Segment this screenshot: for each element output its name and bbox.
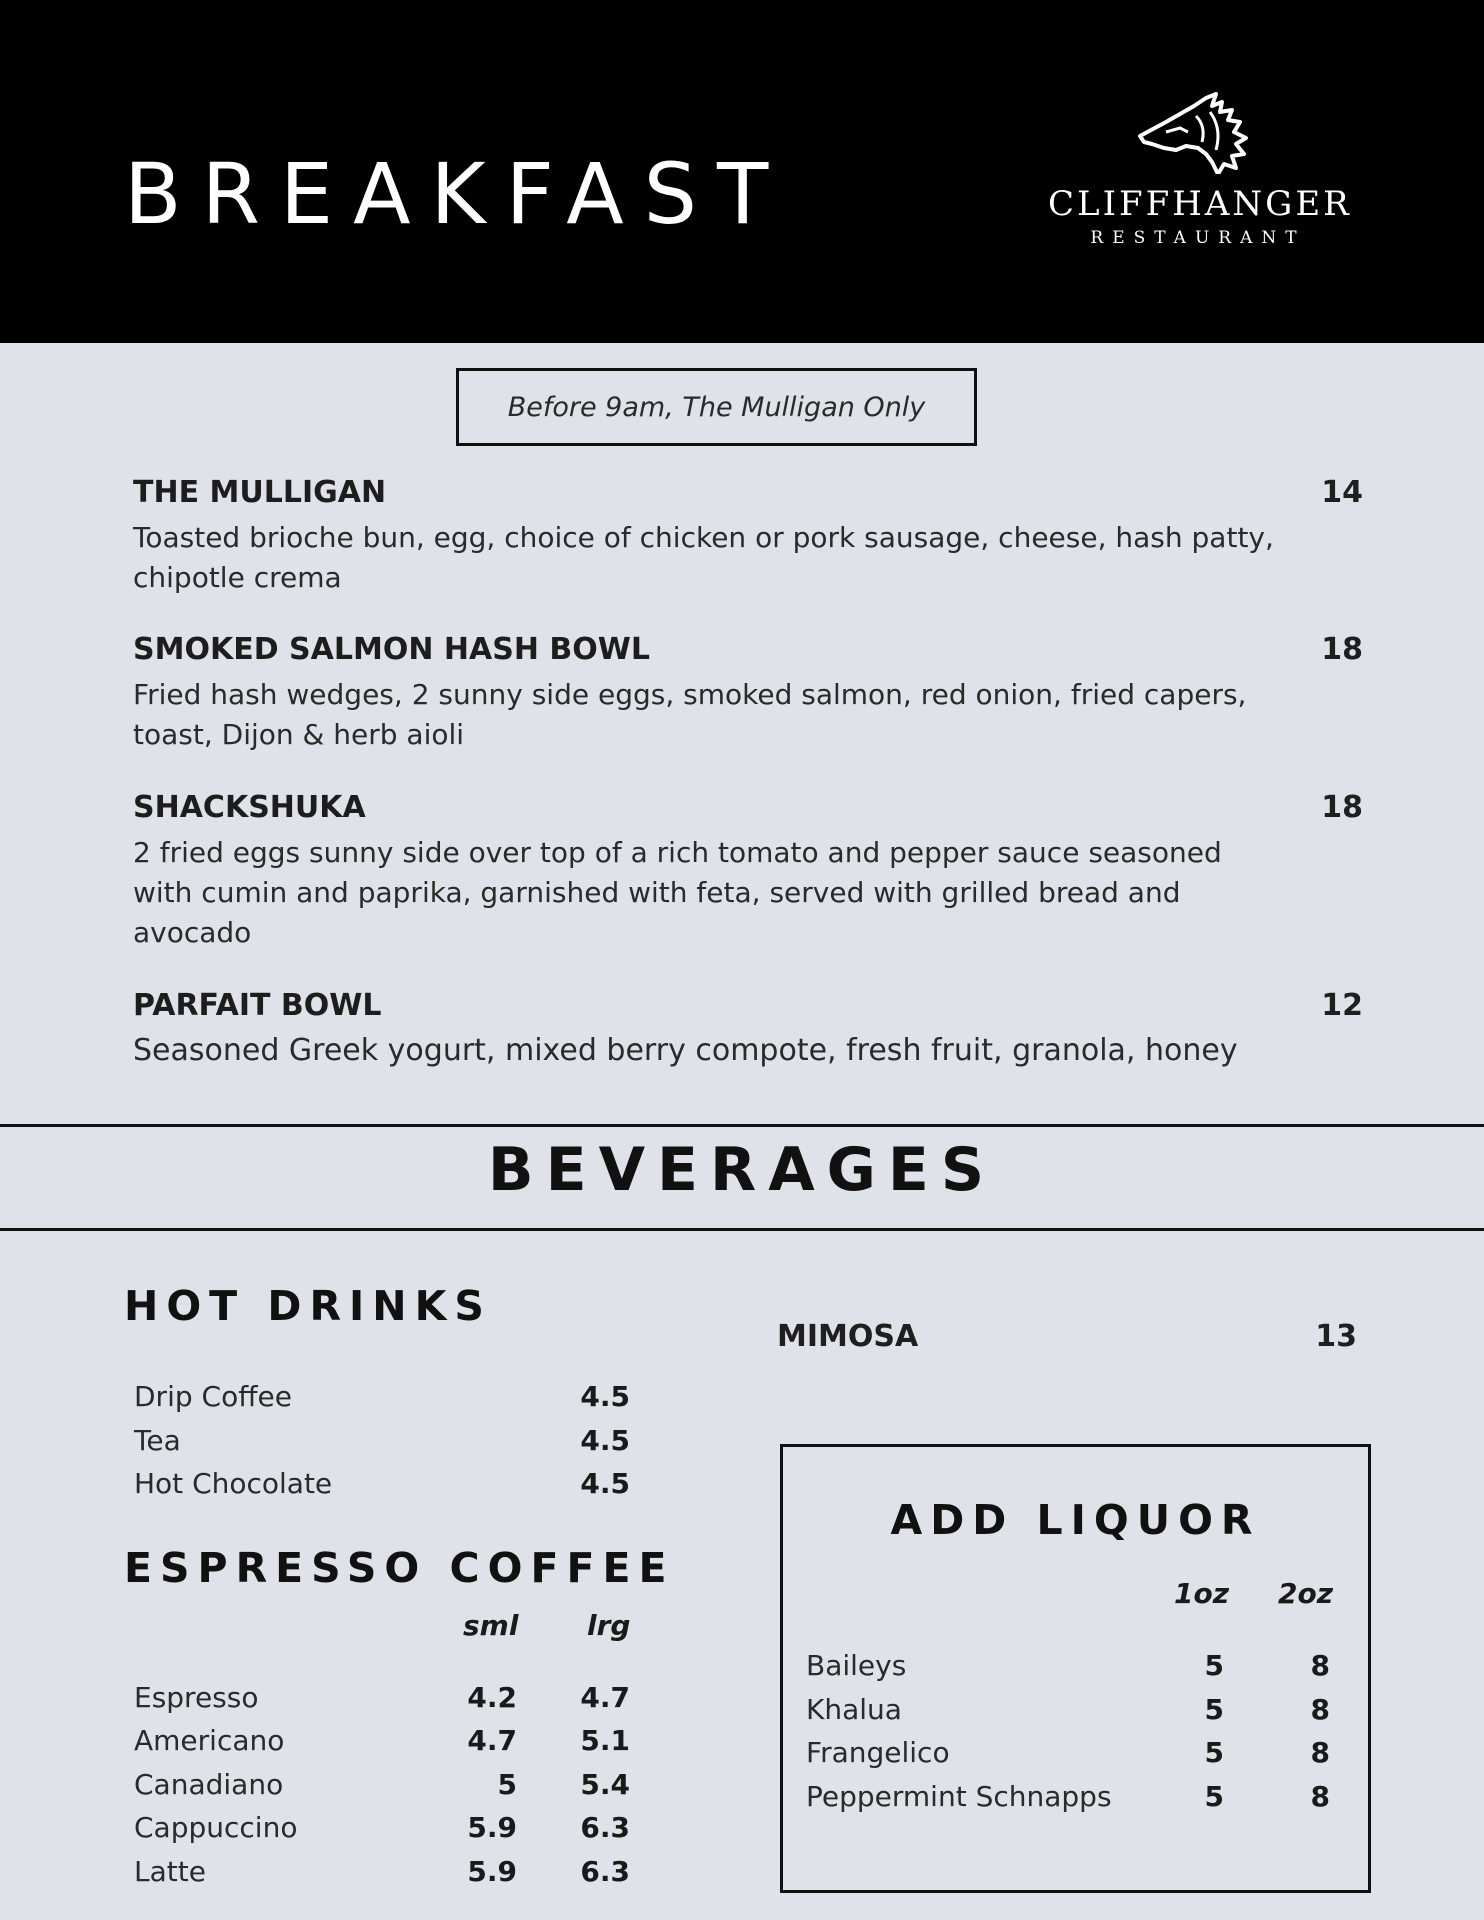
mulligan-note: Before 9am, The Mulligan Only (456, 368, 977, 446)
col-head-1oz: 1oz (1174, 1577, 1230, 1610)
menu-item-name: PARFAIT BOWL (133, 988, 382, 1023)
list-item (134, 1681, 630, 1714)
list-item (806, 1649, 1330, 1682)
hot-drinks-heading: HOT DRINKS (124, 1282, 492, 1330)
list-item (134, 1467, 630, 1500)
drink-name: Canadiano (134, 1768, 284, 1801)
menu-item-price: 18 (1321, 790, 1363, 825)
price-lrg: 6.3 (580, 1855, 630, 1888)
menu-item-price: 12 (1321, 988, 1363, 1023)
drink-price: 4.5 (580, 1380, 630, 1413)
col-head-sml: sml (463, 1609, 519, 1642)
drink-name: Americano (134, 1724, 285, 1757)
drink-name: Latte (134, 1855, 206, 1888)
menu-item-name: THE MULLIGAN (133, 475, 387, 510)
drink-name: Espresso (134, 1681, 259, 1714)
liquor-name: Peppermint Schnapps (806, 1780, 1112, 1813)
logo-name: CLIFFHANGER (1048, 184, 1352, 224)
price-lrg: 4.7 (580, 1681, 630, 1714)
price-2oz: 8 (1310, 1649, 1330, 1682)
mimosa-price: 13 (1315, 1319, 1357, 1354)
price-sml: 5.9 (467, 1855, 517, 1888)
divider-bottom (0, 1228, 1484, 1231)
drink-price: 4.5 (580, 1467, 630, 1500)
menu-item (133, 475, 1363, 598)
menu-item-description: 2 fried eggs sunny side over top of a rich tomato and pepper sauce seasoned with cumin and paprika, garnished with feta, served with grilled bread and avocado (133, 836, 1222, 949)
col-head-lrg: lrg (587, 1609, 631, 1642)
menu-item-description: Fried hash wedges, 2 sunny side eggs, smoked salmon, red onion, fried capers, toast, Dijon & herb aioli (133, 678, 1247, 751)
drink-name: Hot Chocolate (134, 1467, 333, 1500)
drink-name: Tea (134, 1424, 181, 1457)
beverages-title: BEVERAGES (487, 1135, 997, 1205)
price-sml: 4.2 (467, 1681, 517, 1714)
mimosa-name: MIMOSA (777, 1319, 919, 1354)
divider-top (0, 1124, 1484, 1127)
liquor-name: Khalua (806, 1693, 902, 1726)
menu-item-price: 18 (1321, 632, 1363, 667)
list-item (134, 1855, 630, 1888)
menu-item-price: 14 (1321, 475, 1363, 510)
list-item (806, 1780, 1330, 1813)
add-liquor-heading: ADD LIQUOR (890, 1496, 1261, 1544)
price-sml: 5 (497, 1768, 517, 1801)
menu-item-description: Toasted brioche bun, egg, choice of chicken or pork sausage, cheese, hash patty, chipotle crema (133, 521, 1274, 594)
price-2oz: 8 (1310, 1693, 1330, 1726)
menu-item-name: SMOKED SALMON HASH BOWL (133, 632, 650, 667)
menu-item (133, 790, 1363, 953)
list-item (806, 1693, 1330, 1726)
restaurant-logo (1048, 92, 1352, 262)
header-banner (0, 0, 1484, 343)
wolf-head-icon (1136, 92, 1260, 174)
price-1oz: 5 (1204, 1736, 1224, 1769)
price-1oz: 5 (1204, 1780, 1224, 1813)
price-lrg: 5.1 (580, 1724, 630, 1757)
list-item (134, 1380, 630, 1413)
list-item (806, 1736, 1330, 1769)
menu-item-description: Seasoned Greek yogurt, mixed berry compote, fresh fruit, granola, honey (133, 1033, 1238, 1068)
drink-name: Cappuccino (134, 1811, 298, 1844)
mimosa-item (777, 1319, 1357, 1354)
list-item (134, 1424, 630, 1457)
list-item (134, 1811, 630, 1844)
price-sml: 4.7 (467, 1724, 517, 1757)
list-item (134, 1724, 630, 1757)
liquor-name: Frangelico (806, 1736, 950, 1769)
price-2oz: 8 (1310, 1736, 1330, 1769)
liquor-name: Baileys (806, 1649, 907, 1682)
price-lrg: 6.3 (580, 1811, 630, 1844)
logo-subtitle: RESTAURANT (1090, 228, 1306, 248)
menu-item-name: SHACKSHUKA (133, 790, 366, 825)
espresso-heading: ESPRESSO COFFEE (124, 1544, 675, 1592)
page-title: BREAKFAST (124, 145, 789, 243)
price-1oz: 5 (1204, 1649, 1224, 1682)
menu-item (133, 632, 1363, 755)
drink-price: 4.5 (580, 1424, 630, 1457)
price-2oz: 8 (1310, 1780, 1330, 1813)
price-sml: 5.9 (467, 1811, 517, 1844)
list-item (134, 1768, 630, 1801)
col-head-2oz: 2oz (1278, 1577, 1334, 1610)
price-1oz: 5 (1204, 1693, 1224, 1726)
price-lrg: 5.4 (580, 1768, 630, 1801)
drink-name: Drip Coffee (134, 1380, 292, 1413)
menu-item (133, 988, 1363, 1071)
